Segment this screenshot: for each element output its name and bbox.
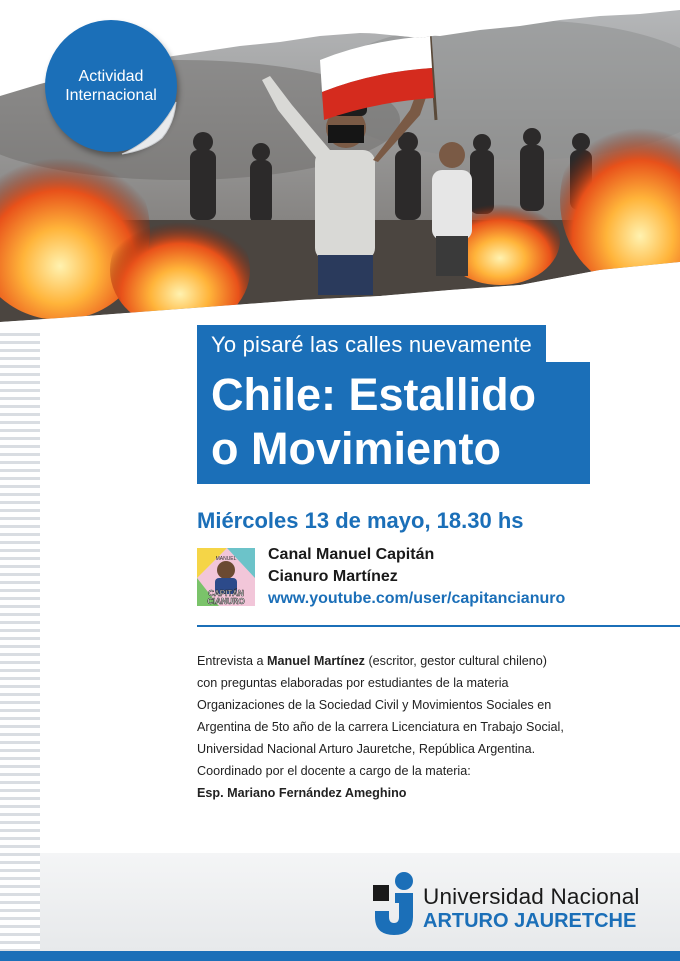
university-name-line1: Universidad Nacional [423,884,640,909]
description-line4: Argentina de 5to año de la carrera Licenciatura en Trabajo Social, [197,720,564,734]
event-title-line1: Chile: Estallido [211,369,537,420]
coordinator-intro: Coordinado por el docente a cargo de la materia: [197,764,471,778]
channel-info [268,544,565,610]
channel-url-link[interactable]: www.youtube.com/user/capitancianuro [268,590,566,607]
university-logo-icon [371,871,417,937]
event-title [197,362,590,484]
thumb-text-top: MANUEL [215,556,237,562]
description-line5: Universidad Nacional Arturo Jauretche, República Argentina. [197,742,536,756]
channel-thumbnail-image [197,548,255,606]
badge-line1: Actividad [78,68,144,85]
description-rest: (escritor, gestor cultural chileno) [364,654,547,668]
coordinator-name: Esp. Mariano Fernández Ameghino [197,786,407,800]
page-curl-icon [118,98,178,158]
university-name-line2: ARTURO JAURETCHE [423,910,637,932]
description-line2: con preguntas elaboradas por estudiantes de la materia [197,676,509,690]
channel-name: Canal Manuel Capitán [268,546,435,563]
thumb-text-1: CAPITÁN [208,589,244,598]
event-date: Miércoles 13 de mayo, 18.30 hs [197,508,524,533]
footer-bar [0,951,680,961]
thumb-text-2: CIANURO [207,597,245,606]
event-description [197,650,597,804]
description-prefix: Entrevista a [197,654,267,668]
description-line1 [197,650,597,672]
event-title-line2: o Movimiento [211,423,501,474]
event-subtitle: Yo pisaré las calles nuevamente [197,325,546,365]
divider [197,625,680,627]
channel-person: Cianuro Martínez [268,568,398,585]
channel-thumbnail [197,548,255,606]
badge-line2: Internacional [65,87,157,104]
description-line3: Organizaciones de la Sociedad Civil y Movimientos Sociales en [197,698,552,712]
interviewee-name: Manuel Martínez [267,654,365,668]
